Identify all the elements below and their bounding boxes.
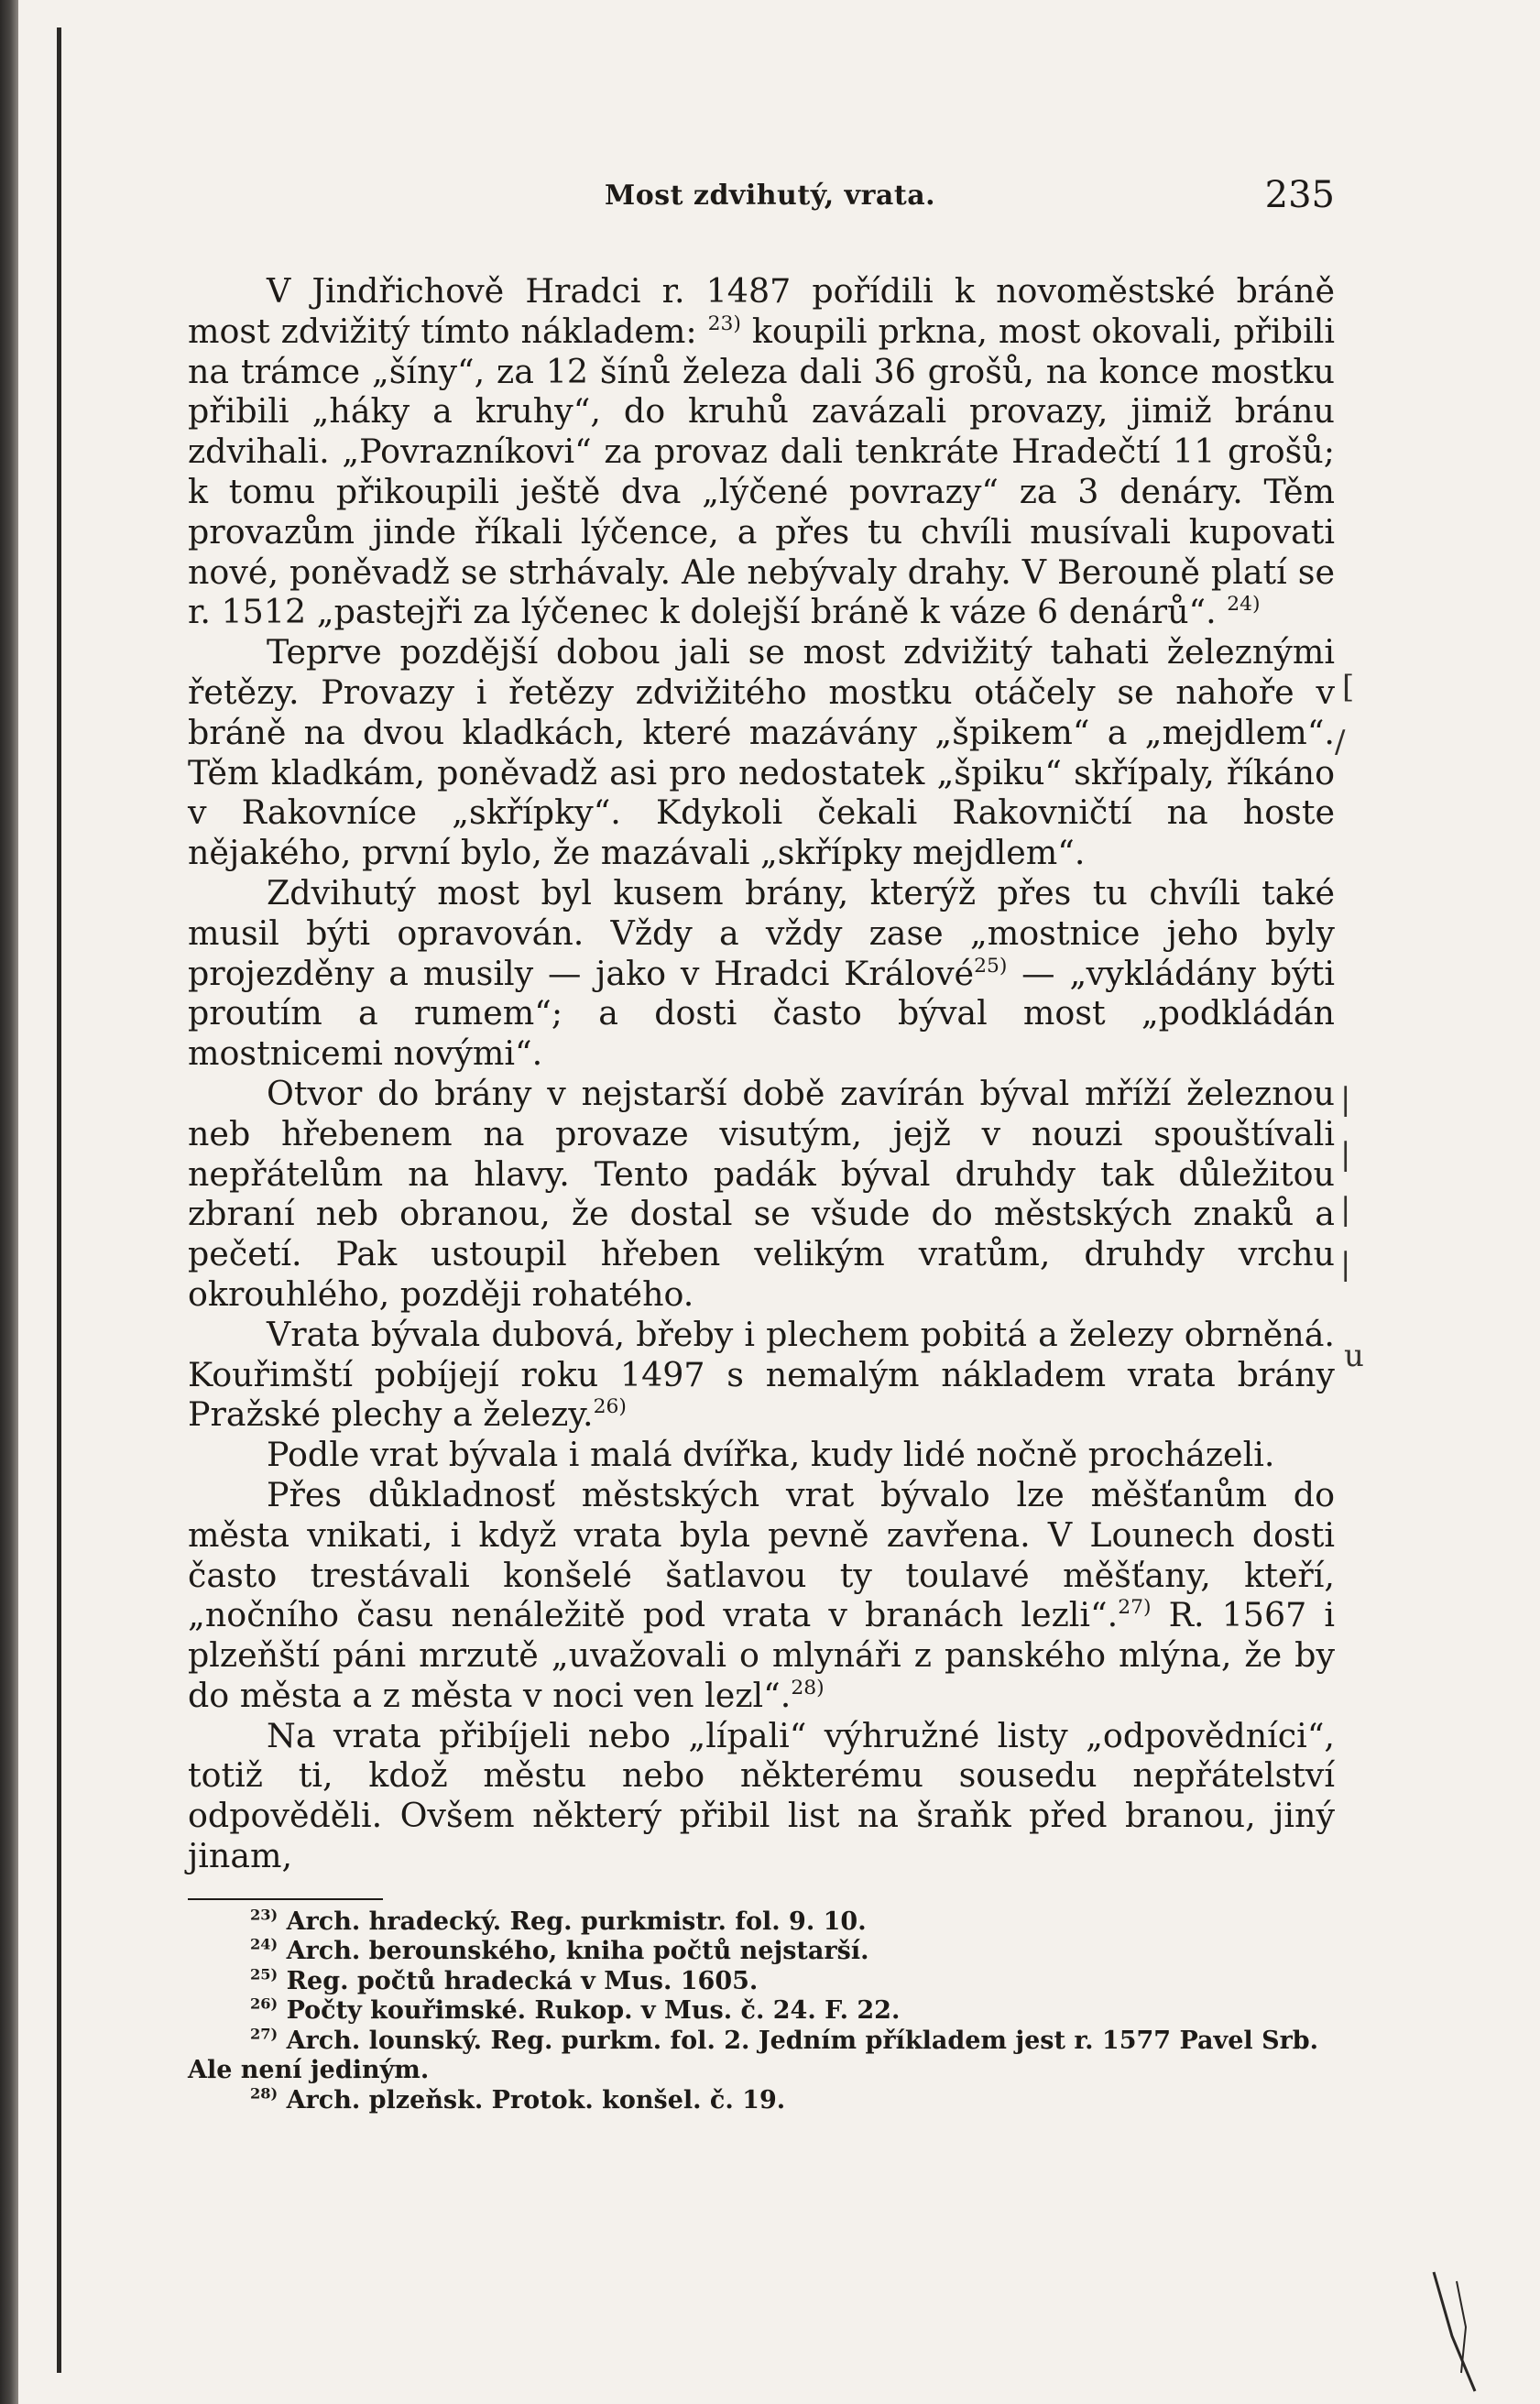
body-paragraph xyxy=(188,1074,1335,1315)
footnote-number: 25) xyxy=(250,1965,279,1983)
footnote-text: Reg. počtů hradecká v Mus. 1605. xyxy=(278,1966,759,1995)
footnote-reference: 26) xyxy=(593,1395,627,1419)
footnote-item xyxy=(188,1996,1335,2027)
paragraph-text: Na vrata přibíjeli nebo „lípali“ výhružné listy „odpovědníci“, totiž ti, kdož městu nebo některému sousedu nepřátelství odpověděli. Ovšem některý přibil list na šraňk před branou, jiný jinam, xyxy=(188,1715,1335,1876)
footnote-number: 27) xyxy=(250,2025,279,2043)
running-title: Most zdvihutý, vrata. xyxy=(605,180,936,212)
paragraph-text: Přes důkladnosť městských vrat bývalo lze měšťanům do města vnikati, i když vrata byla pevně zavřena. V Lounech dosti často trestávali konšelé šatlavou ty toulavé měšťany, kteří, „nočního času nenáležitě pod vrata v branách lezli“. xyxy=(188,1474,1335,1635)
footnote-reference: 24) xyxy=(1227,593,1261,617)
footnote-reference: 27) xyxy=(1118,1596,1152,1620)
footnote-item xyxy=(188,1937,1335,1967)
body-paragraph xyxy=(188,1475,1335,1716)
margin-bracket-mark: u xyxy=(1344,1338,1364,1374)
margin-bracket-mark: | xyxy=(1340,1136,1351,1173)
footnote-text: Arch. berounského, kniha počtů nejstarší. xyxy=(278,1937,869,1966)
paragraph-text: R. 1567 i plzeňští páni mrzutě „uvažovali o mlynáři z panského mlýna, že by do města a z města v noci ven lezl“. xyxy=(188,1595,1335,1715)
footnote-text: Arch. lounský. Reg. purkm. fol. 2. Jedním příkladem jest r. 1577 Pavel Srb. Ale není jediným. xyxy=(188,2026,1319,2085)
margin-bracket-mark: [ xyxy=(1342,669,1355,705)
footnote-number: 24) xyxy=(250,1935,279,1953)
footnote-text: Počty kouřimské. Rukop. v Mus. č. 24. F. 22. xyxy=(278,1996,901,2026)
book-page xyxy=(188,174,1335,2115)
body-paragraph xyxy=(188,873,1335,1074)
footnote-item xyxy=(188,2086,1335,2116)
margin-bracket-mark: / xyxy=(1335,724,1346,760)
body-paragraph xyxy=(188,1716,1335,1876)
paragraph-text: — „vykládány býti proutím a rumem“; a dosti často býval most „podkládán mostnicemi novými“. xyxy=(188,953,1335,1074)
footnote-text: Arch. plzeňsk. Protok. konšel. č. 19. xyxy=(278,2085,786,2114)
paragraph-text: V Jindřichově Hradci r. 1487 pořídili k novoměstské bráně most zdvižitý tímto nákladem: xyxy=(188,271,1335,351)
paragraph-text: Otvor do brány v nejstarší době zavírán býval mříží železnou neb hřebenem na provaze visutým, jejž v nouzi spouštívali nepřátelům na hlavy. Tento padák býval druhdy tak důležitou zbraní neb obranou, že dostal se všude do městských znaků a pečetí. Pak ustoupil hřeben velikým vratům, druhdy vrchu okrouhlého, později rohatého. xyxy=(188,1073,1335,1314)
paragraph-text: Vrata bývala dubová, břeby i plechem pobitá a železy obrněná. Kouřimští pobíjejí roku 1497 s nemalým nákladem vrata brány Pražské plechy a železy. xyxy=(188,1314,1335,1435)
footnote-number: 28) xyxy=(250,2084,279,2103)
footnote-separator xyxy=(188,1898,383,1900)
margin-bracket-mark: | xyxy=(1340,1246,1351,1283)
footnote-text: Arch. hradecký. Reg. purkmistr. fol. 9. 10. xyxy=(278,1907,867,1936)
body-paragraph xyxy=(188,632,1335,873)
body-paragraph xyxy=(188,1315,1335,1435)
footnote-reference: 25) xyxy=(974,954,1008,978)
paragraph-text: koupili prkna, most okovali, přibili na trámce „šíny“, za 12 šínů železa dali 36 grošů, na konce mostku přibili „háky a kruhy“, do kruhů zavázali provazy, jimiž bránu zdvihali. „Povrazníkovi“ za provaz dali tenkráte Hradečtí 11 grošů; k tomu přikoupili ještě dva „lýčené povrazy“ za 3 denáry. Těm provazům jinde říkali lýčence, a přes tu chvíli musívali kupovati nové, poněvadž se strhávaly. Ale nebývaly drahy. V Berouně platí se r. 1512 „pastejři za lýčenec k dolejší bráně k váze 6 denárů“. xyxy=(188,311,1335,632)
footnote-number: 23) xyxy=(250,1906,279,1924)
paragraph-text: Podle vrat bývala i malá dvířka, kudy lidé nočně procházeli. xyxy=(267,1435,1275,1475)
footnote-reference: 23) xyxy=(707,311,741,335)
margin-bracket-mark: | xyxy=(1340,1191,1351,1228)
footnote-item xyxy=(188,1907,1335,1938)
footnote-item xyxy=(188,1967,1335,1997)
body-paragraph xyxy=(188,271,1335,632)
paragraph-text: Zdvihutý most byl kusem brány, kterýž přes tu chvíli také musil býti opravován. Vždy a vždy zase „mostnice jeho byly projezděny a musily — jako v Hradci Králové xyxy=(188,872,1335,993)
footnote-number: 26) xyxy=(250,1994,279,2013)
body-paragraph xyxy=(188,1435,1335,1475)
margin-bracket-mark: | xyxy=(1340,1081,1351,1118)
footnote-reference: 28) xyxy=(791,1676,825,1699)
running-header xyxy=(188,174,1335,229)
page-number: 235 xyxy=(1264,174,1335,216)
paragraph-text: Teprve pozdější dobou jali se most zdvižitý tahati železnými řetězy. Provazy i řetězy zdvižitého mostku otáčely se nahoře v bráně na dvou kladkách, které mazávány „špikem“ a „mejdlem“. Těm kladkám, poněvadž asi pro nedostatek „špiku“ skřípaly, říkáno v Rakovníce „skřípky“. Kdykoli čekali Rakovničtí na hoste nějakého, první bylo, že mazávali „skřípky mejdlem“. xyxy=(188,632,1335,873)
footnotes xyxy=(188,1907,1335,2116)
scan-left-edge-shadow xyxy=(0,0,18,2404)
corner-scan-mark xyxy=(1425,2263,1489,2400)
scan-page-border-line xyxy=(57,27,61,2373)
body-text xyxy=(188,271,1335,1876)
footnote-item xyxy=(188,2027,1335,2086)
